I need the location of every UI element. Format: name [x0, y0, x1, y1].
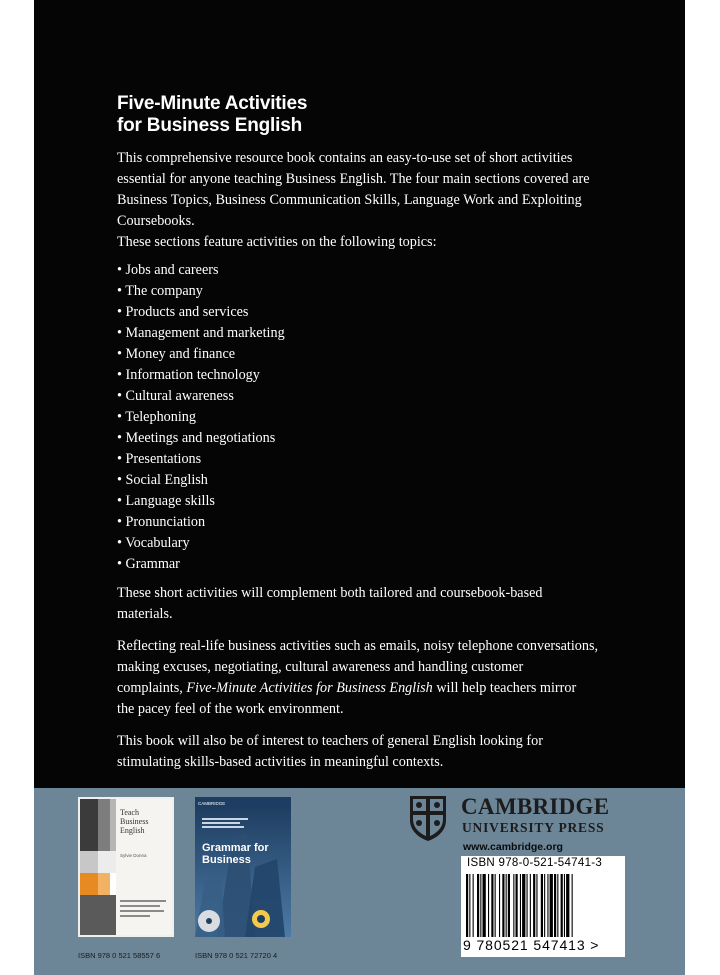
- paragraph-line: These short activities will complement both tailored and coursebook-based: [117, 585, 543, 601]
- topic-item: • Presentations: [117, 449, 637, 470]
- related-book-cover-grammar-for-business: [195, 797, 291, 937]
- related-book-cover-teach-business-english: [78, 797, 174, 937]
- text-fragment: complaints,: [117, 680, 187, 696]
- publisher-logo: [408, 794, 622, 848]
- topic-item: • Vocabulary: [117, 533, 637, 554]
- topic-item: • Grammar: [117, 554, 637, 575]
- intro-line: Coursebooks.: [117, 213, 195, 229]
- thumb-title-line: English: [120, 826, 145, 835]
- topic-item: • The company: [117, 281, 637, 302]
- topic-item: • Products and services: [117, 302, 637, 323]
- barcode-isbn: ISBN 978-0-521-54741-3: [467, 857, 603, 869]
- book-title-line-2: for Business English: [117, 115, 302, 136]
- topic-list: [117, 260, 637, 575]
- intro-line: These sections feature activities on the following topics:: [117, 234, 437, 250]
- paragraph-line: Reflecting real-life business activities such as emails, noisy telephone conversations,: [117, 638, 599, 654]
- thumb-title-line: Grammar for: [202, 842, 269, 854]
- italic-book-title: Five-Minute Activities for Business English: [186, 680, 433, 696]
- book-title: [117, 93, 307, 137]
- reflecting-paragraph: [117, 636, 637, 720]
- thumb-title-line: Business: [120, 817, 149, 826]
- topic-item: • Cultural awareness: [117, 386, 637, 407]
- topic-item: • Jobs and careers: [117, 260, 637, 281]
- book-title-line-1: Five-Minute Activities: [117, 93, 308, 114]
- book-cover-art: [78, 797, 174, 937]
- barcode-bars: [466, 874, 622, 942]
- book-cover-art: [195, 797, 291, 937]
- related-book-isbn: ISBN 978 0 521 72720 4: [195, 951, 278, 960]
- related-book-isbn: ISBN 978 0 521 58557 6: [78, 951, 161, 960]
- university-crest-icon: [408, 794, 448, 842]
- topic-item: • Meetings and negotiations: [117, 428, 637, 449]
- paragraph-line: [117, 678, 637, 699]
- intro-line: This comprehensive resource book contains an easy-to-use set of short activities: [117, 150, 573, 166]
- complement-paragraph: [117, 583, 637, 625]
- paragraph-line: the pacey feel of the work environment.: [117, 701, 344, 717]
- paragraph-line: This book will also be of interest to teachers of general English looking for: [117, 733, 543, 749]
- thumb-title-line: Business: [202, 854, 251, 866]
- intro-paragraph: [117, 148, 637, 253]
- topic-item: • Pronunciation: [117, 512, 637, 533]
- publisher-website: www.cambridge.org: [463, 841, 563, 853]
- paragraph-line: stimulating skills-based activities in meaningful contexts.: [117, 754, 444, 770]
- topic-item: • Telephoning: [117, 407, 637, 428]
- publisher-press: UNIVERSITY PRESS: [462, 820, 605, 835]
- paragraph-line: making excuses, negotiating, cultural awareness and handling customer: [117, 659, 524, 675]
- barcode-number: 9 780521 547413 >: [463, 937, 600, 953]
- intro-line: Business Topics, Business Communication Skills, Language Work and Exploiting: [117, 192, 582, 208]
- paragraph-line: materials.: [117, 606, 173, 622]
- thumb-publisher: CAMBRIDGE: [198, 801, 226, 806]
- publisher-name: CAMBRIDGE: [461, 794, 610, 819]
- topic-item: • Management and marketing: [117, 323, 637, 344]
- topic-item: • Social English: [117, 470, 637, 491]
- text-fragment: will help teachers mirror: [432, 680, 577, 696]
- interest-paragraph: [117, 731, 637, 773]
- thumb-author: Sylvie Donna: [120, 853, 147, 858]
- intro-line: essential for anyone teaching Business English. The four main sections covered are: [117, 171, 590, 187]
- topic-item: • Information technology: [117, 365, 637, 386]
- topic-item: • Language skills: [117, 491, 637, 512]
- topic-item: • Money and finance: [117, 344, 637, 365]
- thumb-title-line: Teach: [120, 808, 139, 817]
